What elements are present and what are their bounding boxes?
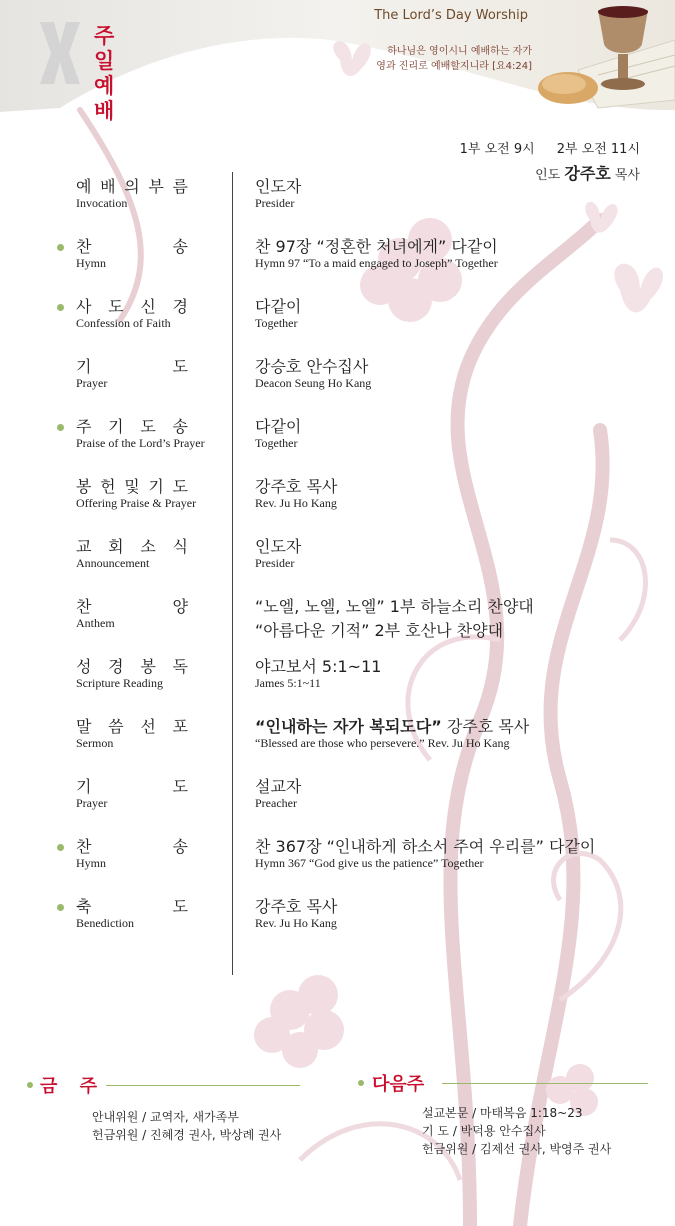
page-title-line1: 주 일: [94, 24, 124, 73]
label-char: 사: [76, 297, 92, 316]
label-char: 말: [76, 717, 92, 736]
label-char: 성: [76, 657, 92, 676]
item-value-en: Presider: [255, 556, 295, 570]
item-value-en: “아름다운 기적” 2부 호산나 찬양대: [255, 621, 504, 640]
bullet-dot: [57, 244, 64, 251]
label-char: 도: [172, 477, 188, 496]
item-value-en: Hymn 97 “To a maid engaged to Joseph” Together: [255, 256, 498, 270]
leader-prefix: 인도: [535, 168, 561, 183]
service-item: [0, 592, 675, 652]
next-week-title: 다음주: [372, 1074, 425, 1095]
bullet-dot: [57, 304, 64, 311]
label-char: 교: [76, 537, 92, 556]
label-char: 씀: [108, 717, 124, 736]
item-value-text: 다같이: [255, 417, 302, 436]
service-item: [0, 232, 675, 292]
this-week-line: 헌금위원 / 진혜경 권사, 박상례 권사: [92, 1128, 282, 1142]
item-value: [255, 714, 529, 737]
service-item: [0, 892, 675, 952]
item-value-text: 강주호 목사: [255, 897, 338, 916]
label-char: 찬: [76, 837, 92, 856]
service-item: [0, 772, 675, 832]
item-value-en: Presider: [255, 196, 295, 210]
label-char: 독: [172, 657, 188, 676]
label-char: 찬: [76, 597, 92, 616]
item-value: [255, 654, 381, 677]
sermon-title: “인내하는 자가 복되도다”: [255, 717, 442, 736]
label-char: 의: [124, 177, 140, 196]
item-label-ko: [76, 414, 188, 437]
label-char: 도: [172, 357, 188, 376]
item-label-en: Anthem: [76, 616, 115, 630]
label-char: 예: [76, 177, 92, 196]
first-service-time: 1부 오전 9시: [459, 142, 535, 157]
item-value-en: Deacon Seung Ho Kang: [255, 376, 372, 390]
label-char: 식: [172, 537, 188, 556]
item-value: [255, 594, 534, 617]
service-item: [0, 352, 675, 412]
label-char: 봉: [140, 657, 156, 676]
item-label-ko: [76, 534, 188, 557]
label-char: 부: [148, 177, 164, 196]
item-value-text: 야고보서 5:1~11: [255, 657, 382, 676]
item-value: [255, 774, 301, 797]
next-week-line: 기 도 / 박덕용 안수집사: [422, 1124, 546, 1138]
item-label-en: Announcement: [76, 556, 150, 570]
item-label-ko: [76, 774, 188, 797]
label-char: 송: [172, 837, 188, 856]
label-char: 송: [172, 237, 188, 256]
item-value-en: James 5:1~11: [255, 676, 321, 690]
item-value: [255, 414, 301, 437]
leader-suffix: 목사: [614, 168, 640, 183]
service-item: [0, 412, 675, 472]
service-item: [0, 472, 675, 532]
label-char: 선: [140, 717, 156, 736]
item-value-en: Together: [255, 436, 298, 450]
service-item: [0, 292, 675, 352]
item-label-en: Benediction: [76, 916, 134, 930]
divider-line: [442, 1083, 648, 1084]
item-value-text: 강승호 안수집사: [255, 357, 369, 376]
service-item: [0, 172, 675, 232]
item-label-ko: [76, 294, 188, 317]
bullet-dot: [57, 904, 64, 911]
this-week-list: [92, 1108, 281, 1144]
label-char: 송: [172, 417, 188, 436]
label-char: 름: [172, 177, 188, 196]
item-value: [255, 174, 301, 197]
chalice-bread-bible-image: [538, 0, 675, 112]
item-value: [255, 894, 337, 917]
item-value: [255, 474, 337, 497]
item-label-ko: [76, 714, 188, 737]
item-label-ko: [76, 834, 188, 857]
leader-name: 강주호: [564, 164, 611, 183]
item-label-en: Sermon: [76, 736, 114, 750]
item-value-text: 다같이: [255, 297, 302, 316]
item-label-ko: [76, 174, 188, 197]
label-char: 축: [76, 897, 92, 916]
service-times: [0, 138, 640, 157]
verse-line1: 하나님은 영이시니 예배하는 자가: [387, 46, 532, 57]
item-label-en: Prayer: [76, 376, 108, 390]
item-value-text: 찬 367장 “인내하게 하소서 주여 우리를” 다같이: [255, 837, 596, 856]
item-label-ko: [76, 354, 188, 377]
service-item: [0, 832, 675, 892]
label-char: 포: [172, 717, 188, 736]
item-label-en: Offering Praise & Prayer: [76, 496, 197, 510]
item-label-ko: [76, 594, 188, 617]
bullet-dot: [57, 844, 64, 851]
page-title-line2: 예 배: [94, 74, 124, 123]
item-label-en: Invocation: [76, 196, 128, 210]
second-service-time: 2부 오전 11시: [556, 142, 640, 157]
item-value-en: Together: [255, 316, 298, 330]
label-char: 기: [76, 357, 92, 376]
item-value: [255, 354, 368, 377]
next-week-line: 헌금위원 / 김제선 권사, 박영주 권사: [422, 1142, 612, 1156]
label-char: 헌: [100, 477, 116, 496]
label-char: 도: [108, 297, 124, 316]
item-value-en: Rev. Ju Ho Kang: [255, 496, 337, 510]
verse-line2: 영과 진리로 예배할지니라 [요4:24]: [376, 61, 532, 72]
item-label-en: Confession of Faith: [76, 316, 171, 330]
bullet-dot: [57, 424, 64, 431]
label-char: 신: [140, 297, 156, 316]
item-value-text: 설교자: [255, 777, 302, 796]
item-label-ko: [76, 654, 188, 677]
page-title: [94, 24, 164, 124]
item-label-en: Hymn: [76, 256, 106, 270]
label-char: 찬: [76, 237, 92, 256]
item-label-en: Hymn: [76, 856, 106, 870]
service-item: [0, 532, 675, 592]
item-label-ko: [76, 474, 188, 497]
label-char: 회: [108, 537, 124, 556]
item-label-en: Prayer: [76, 796, 108, 810]
title-english: The Lord’s Day Worship: [374, 8, 528, 23]
item-label-ko: [76, 894, 188, 917]
item-value-en: Hymn 367 “God give us the patience” Together: [255, 856, 484, 870]
item-value-en: “Blessed are those who persevere.” Rev. Ju Ho Kang: [255, 736, 510, 750]
item-value-text: 찬 97장 “정혼한 처녀에게” 다같이: [255, 237, 498, 256]
item-value-text: 인도자: [255, 177, 302, 196]
label-char: 주: [76, 417, 92, 436]
item-value-en: Rev. Ju Ho Kang: [255, 916, 337, 930]
label-char: 도: [140, 417, 156, 436]
label-char: 경: [108, 657, 124, 676]
bullet-dot: [27, 1082, 33, 1088]
item-label-ko: [76, 234, 188, 257]
item-value: [255, 234, 498, 257]
label-char: 양: [172, 597, 188, 616]
item-value: [255, 294, 301, 317]
item-value-text: 강주호 목사: [255, 477, 338, 496]
next-week-list: [422, 1104, 611, 1158]
item-value-en: Preacher: [255, 796, 297, 810]
label-char: 배: [100, 177, 116, 196]
label-char: 및: [124, 477, 140, 496]
item-value-text: “노엘, 노엘, 노엘” 1부 하늘소리 찬양대: [255, 597, 534, 616]
label-char: 소: [140, 537, 156, 556]
item-value: [255, 534, 301, 557]
bullet-dot: [358, 1080, 364, 1086]
label-char: 경: [172, 297, 188, 316]
service-item: [0, 652, 675, 712]
label-char: 기: [76, 777, 92, 796]
item-label-en: Praise of the Lord’s Prayer: [76, 436, 205, 450]
this-week-title: 금 주: [40, 1076, 106, 1097]
label-char: 도: [172, 897, 188, 916]
header-verse: [0, 44, 532, 74]
next-week-line: 설교본문 / 마태복음 1:18~23: [422, 1106, 583, 1120]
item-label-en: Scripture Reading: [76, 676, 163, 690]
this-week-line: 안내위원 / 교역자, 새가족부: [92, 1110, 239, 1124]
label-char: 도: [172, 777, 188, 796]
item-value: [255, 834, 595, 857]
item-value-text: 인도자: [255, 537, 302, 556]
service-item: [0, 712, 675, 772]
item-value-text: 강주호 목사: [441, 717, 530, 736]
label-char: 봉: [76, 477, 92, 496]
label-char: 기: [148, 477, 164, 496]
divider-line: [106, 1085, 300, 1086]
label-char: 기: [108, 417, 124, 436]
